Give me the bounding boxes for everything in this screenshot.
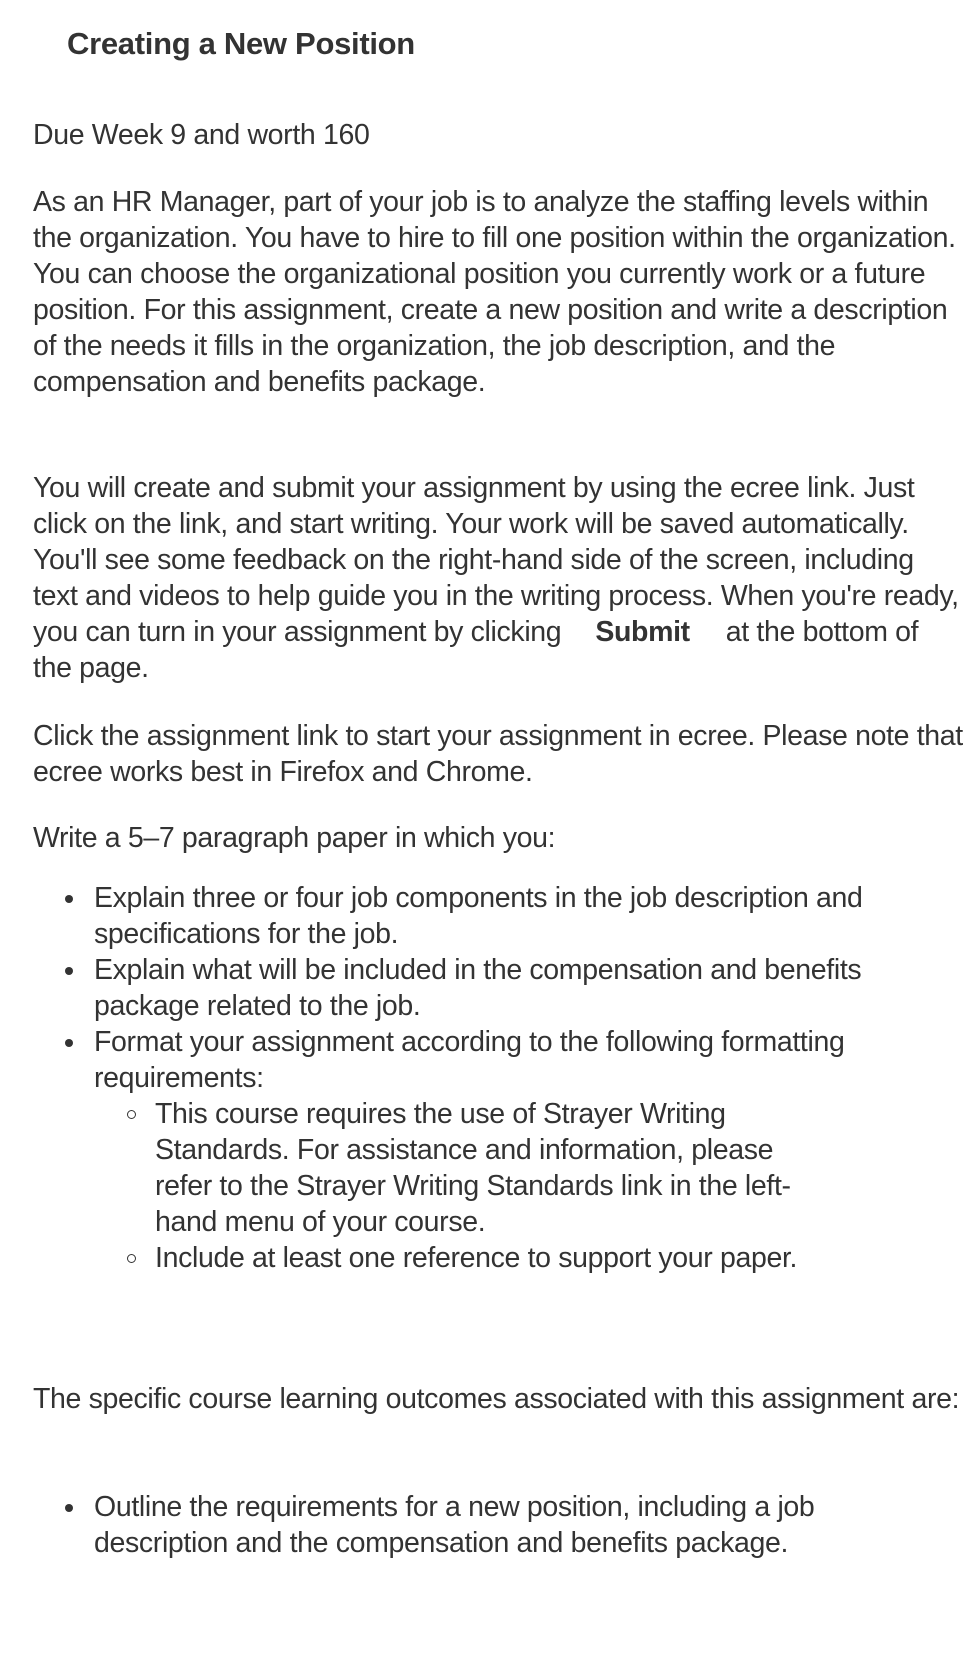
outcomes-intro-paragraph: The specific course learning outcomes associated with this assignment are: — [33, 1383, 960, 1415]
sub-list-item — [94, 1240, 815, 1276]
list-item — [33, 952, 874, 1024]
formatting-requirements-list — [94, 1096, 874, 1276]
list-item-text: Explain what will be included in the compensation and benefits package related to the job. — [94, 954, 862, 1022]
sub-list-item — [94, 1096, 815, 1240]
intro-paragraph: As an HR Manager, part of your job is to analyze the staffing levels within the organization. You have to hire to fill one position within the organization. You can choose the organizational position you currently work or a future position. For this assignment, create a new position and write a description of the needs it fills in the organization, the job description, and the compensation and benefits package. — [33, 186, 956, 398]
list-item — [33, 1489, 874, 1561]
assignment-link-paragraph: Click the assignment link to start your assignment in ecree. Please note that ecree works best in Firefox and Chrome. — [33, 720, 963, 788]
list-item-text: Explain three or four job components in the job description and specifications for the job. — [94, 882, 863, 950]
bullet-icon — [65, 967, 73, 975]
list-item — [33, 1024, 874, 1276]
page-title: Creating a New Position — [67, 26, 415, 61]
submit-keyword: Submit — [595, 616, 690, 648]
requirements-list — [33, 880, 874, 1276]
circle-bullet-icon — [127, 1254, 136, 1263]
due-info: Due Week 9 and worth 160 — [33, 119, 370, 151]
bullet-icon — [65, 1504, 73, 1512]
bullet-icon — [65, 1039, 73, 1047]
outcomes-list — [33, 1489, 874, 1561]
list-item — [33, 880, 874, 952]
sub-list-item-text: Include at least one reference to support your paper. — [155, 1242, 798, 1274]
write-intro-paragraph: Write a 5–7 paragraph paper in which you: — [33, 822, 556, 854]
ecree-paragraph — [33, 470, 963, 686]
list-item-text: Format your assignment according to the following formatting requirements: — [94, 1026, 845, 1094]
ecree-text-before: You will create and submit your assignment by using the ecree link. Just click on the link, and start writing. Your work will be saved automatically. You'll see some feedback on the right-hand side of the screen, including text and videos to help guide you in the writing process. When you're ready, you can turn in your assignment by clicking — [33, 472, 959, 648]
bullet-icon — [65, 895, 73, 903]
sub-list-item-text: This course requires the use of Strayer Writing Standards. For assistance and information, please refer to the Strayer Writing Standards link in the left-hand menu of your course. — [155, 1098, 791, 1238]
list-item-text: Outline the requirements for a new position, including a job description and the compensation and benefits package. — [94, 1491, 815, 1559]
ecree-text-after: at the bottom of the page. — [33, 616, 919, 684]
circle-bullet-icon — [127, 1110, 136, 1119]
